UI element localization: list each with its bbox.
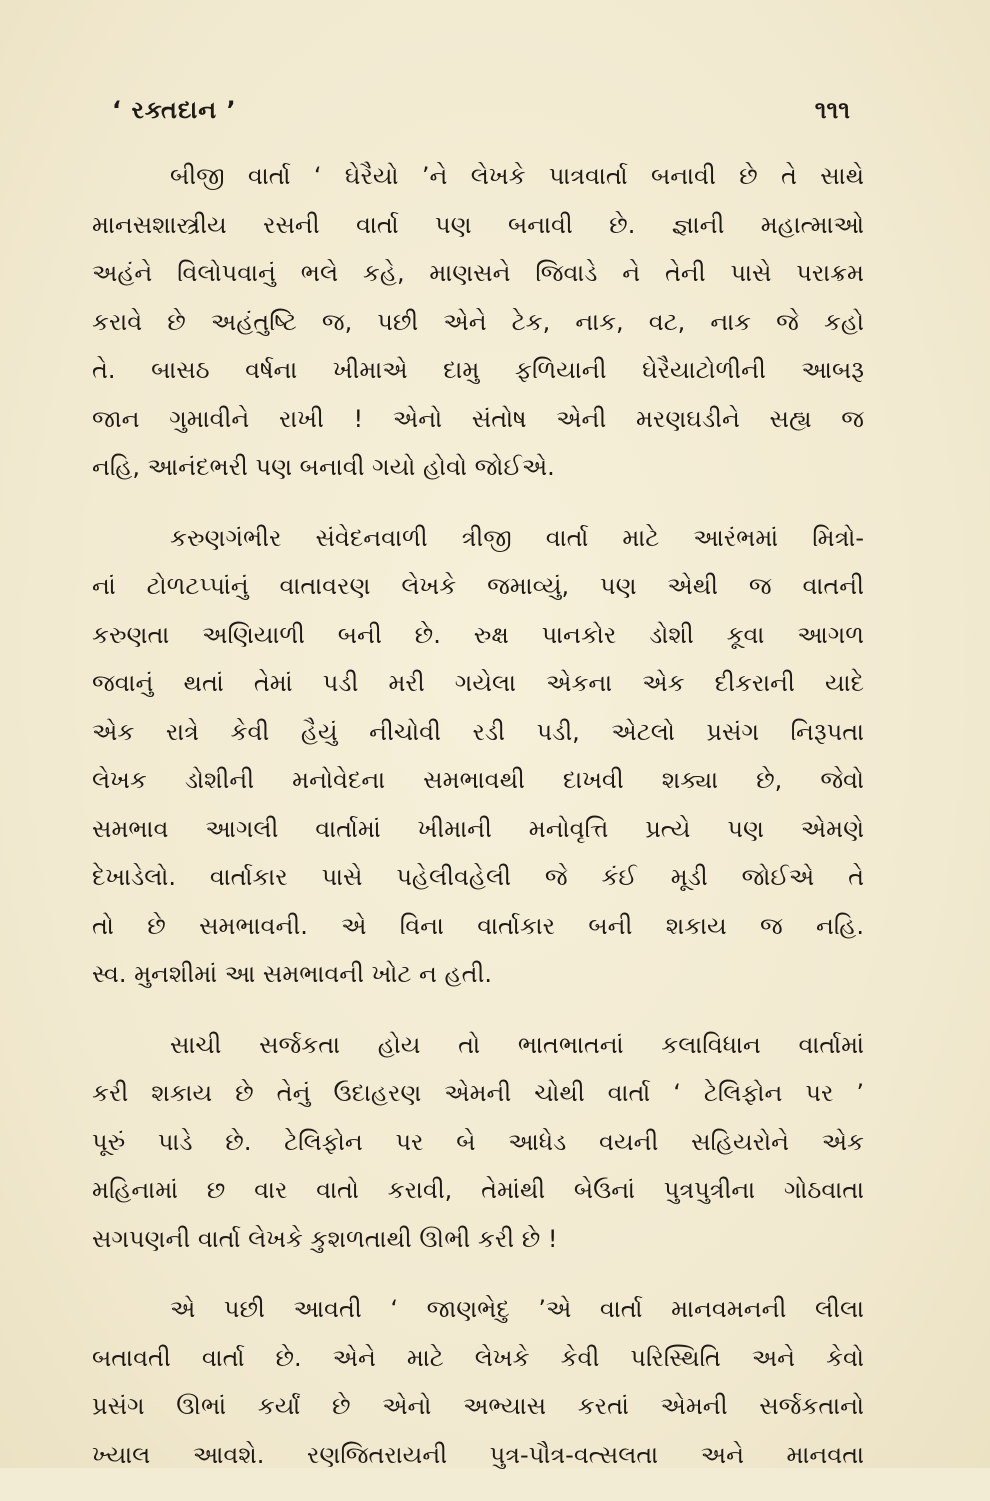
running-title: ‘ રક્તદાન ’ [112, 96, 237, 124]
body-text [92, 152, 864, 1501]
text-line: જાન ગુમાવીને રાખી ! એનો સંતોષ એની મરણઘડીને સહ્ય જ [92, 404, 864, 433]
text-line: બીજી વાર્તા ‘ ઘેરૈયો ’ને લેખકે પાત્રવાર્તા બનાવી છે તે સાથે [170, 162, 864, 190]
text-line: દેખાડેલો. વાર્તાકાર પાસે પહેલીવહેલી જે કંઈ મૂડી જોઈએ તે [92, 863, 864, 891]
text-line: મહિનામાં છ વાર વાતો કરાવી, તેમાંથી બેઉનાં પુત્રપુત્રીના ગોઠવાતા [92, 1176, 864, 1204]
text-line: અહંને વિલોપવાનું ભલે કહે, માણસને જિવાડે ને તેની પાસે પરાક્રમ [92, 259, 864, 287]
text-line: એ પછી આવતી ‘ જાણભેદુ ’એ વાર્તા માનવમનની લીલા [170, 1295, 864, 1323]
page-number: ૧૧૧ [814, 96, 850, 124]
text-line: સાચી સર્જકતા હોય તો ભાતભાતનાં કલાવિધાન વાર્તામાં [170, 1030, 864, 1059]
text-line: કરુણતા અણિયાળી બની છે. રુક્ષ પાનકોર ડોશી કૂવા આગળ [92, 620, 864, 649]
text-line: પ્રસંગ ઊભાં કર્યાં છે એનો અભ્યાસ કરતાં એમની સર્જકતાનો [92, 1392, 864, 1420]
text-line: કરી શકાય છે તેનું ઉદાહરણ એમની ચોથી વાર્તા ‘ ટેલિફોન પર ’ [92, 1079, 864, 1107]
text-line: સમભાવ આગલી વાર્તામાં ખીમાની મનોવૃત્તિ પ્રત્યે પણ એમણે [92, 814, 864, 843]
text-line: નાં ટોળટપ્પાંનું વાતાવરણ લેખકે જમાવ્યું, પણ એથી જ વાતની [92, 572, 864, 600]
text-line: બતાવતી વાર્તા છે. એને માટે લેખકે કેવી પરિસ્થિતિ અને કેવો [92, 1343, 864, 1372]
page-header [112, 96, 850, 136]
text-line: જવાનું થતાં તેમાં પડી મરી ગયેલા એકના એક દીકરાની યાદે [92, 669, 864, 697]
text-line: એક રાત્રે કેવી હૈયું નીચોવી રડી પડી, એટલો પ્રસંગ નિરૂપતા [92, 717, 864, 746]
paragraph-1 [92, 152, 864, 492]
text-line: કરુણગંભીર સંવેદનવાળી ત્રીજી વાર્તા માટે આરંભમાં મિત્રો- [170, 523, 864, 552]
text-line: તે. બાસઠ વર્ષના ખીમાએ દામુ ફળિયાની ઘેરૈયાટોળીની આબરૂ [92, 356, 864, 384]
text-line: સગપણની વાર્તા લેખકે કુશળતાથી ઊભી કરી છે ! [92, 1224, 558, 1253]
text-line: લેખક ડોશીની મનોવેદના સમભાવથી દાખવી શક્યા છે, જેવો [92, 766, 864, 794]
text-line: સ્વ. મુનશીમાં આ સમભાવની ખોટ ન હતી. [92, 960, 492, 988]
text-line: ખ્યાલ આવશે. રણજિતરાયની પુત્ર-પૌત્ર-વત્સલતા અને માનવતા [92, 1440, 864, 1469]
text-line: તો છે સમભાવની. એ વિના વાર્તાકાર બની શકાય જ નહિ. [92, 911, 864, 940]
text-line: કરાવે છે અહંતુષ્ટિ જ, પછી એને ટેક, નાક, વટ, નાક જે કહો [92, 307, 864, 336]
paragraph-3 [92, 1021, 864, 1264]
paragraph-2 [92, 514, 864, 999]
paragraph-4 [92, 1285, 864, 1479]
text-line: નહિ, આનંદભરી પણ બનાવી ગયો હોવો જોઈએ. [92, 453, 555, 481]
text-line: માનસશાસ્ત્રીય રસની વાર્તા પણ બનાવી છે. જ્ઞાની મહાત્માઓ [92, 210, 864, 239]
text-line: પૂરું પાડે છે. ટેલિફોન પર બે આધેડ વયની સહિયરોને એક [92, 1127, 864, 1156]
